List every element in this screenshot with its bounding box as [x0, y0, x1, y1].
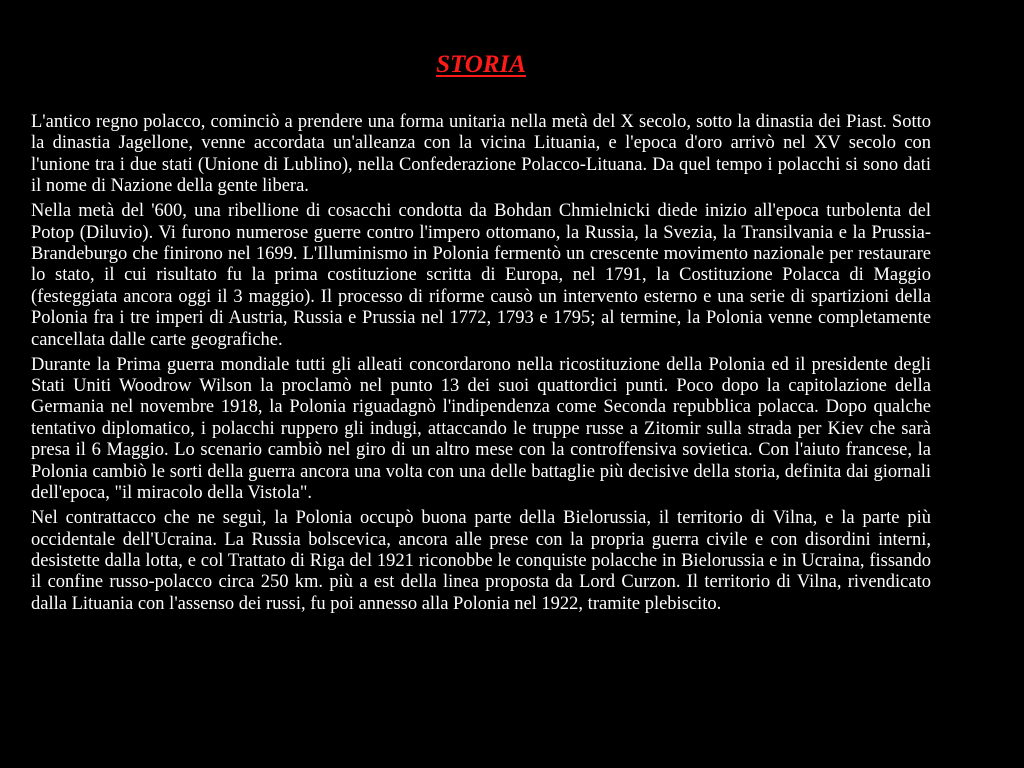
paragraph-prima-guerra-mondiale: Durante la Prima guerra mondiale tutti gli alleati concordarono nella ricostituzione della Polonia ed il presidente degli Stati Uniti Woodrow Wilson la proclamò nel punto 13 dei suoi quattordici punti. Poco dopo la capitolazione della Germania nel novembre 1918, la Polonia riguadagnò l'indipendenza come Seconda repubblica polacca. Dopo qualche tentativo diplomatico, i polacchi ruppero gli indugi, attaccando le truppe russe a Zitomir sulla strada per Kiev che sarà presa il 6 Maggio. Lo scenario cambiò nel giro di un altro mese con la controffensiva sovietica. Con l'aiuto francese, la Polonia cambiò le sorti della guerra ancora una volta con una delle battaglie più decisive della storia, definita dai giornali dell'epoca, "il miracolo della Vistola".: [31, 354, 931, 504]
slide-title: STORIA: [436, 51, 526, 78]
paragraph-piast-jagellone: L'antico regno polacco, cominciò a prendere una forma unitaria nella metà del X secolo, sotto la dinastia dei Piast. Sotto la dinastia Jagellone, venne accordata un'alleanza con la vicina Lituania, e l'epoca d'oro arrivò nel XV secolo con l'unione tra i due stati (Unione di Lublino), nella Confederazione Polacco-Lituana. Da quel tempo i polacchi si sono dati il nome di Nazione della gente libera.: [31, 112, 931, 197]
slide-body: [31, 112, 931, 619]
paragraph-trattato-riga: Nel contrattacco che ne seguì, la Polonia occupò buona parte della Bielorussia, il territorio di Vilna, e la parte più occidentale dell'Ucraina. La Russia bolscevica, ancora alle prese con la propria guerra civile e con disordini interni, desistette dalla lotta, e col Trattato di Riga del 1921 riconobbe le conquiste polacche in Bielorussia e in Ucraina, fissando il confine russo-polacco circa 250 km. più a est della linea proposta da Lord Curzon. Il territorio di Vilna, rivendicato dalla Lituania con l'assenso dei russi, fu poi annesso alla Polonia nel 1922, tramite plebiscito.: [31, 508, 931, 614]
paragraph-potop-spartizioni: Nella metà del '600, una ribellione di cosacchi condotta da Bohdan Chmielnicki diede inizio all'epoca turbolenta del Potop (Diluvio). Vi furono numerose guerre contro l'impero ottomano, la Russia, la Svezia, la Transilvania e la Prussia-Brandeburgo che finirono nel 1699. L'Illuminismo in Polonia fermentò un crescente movimento nazionale per restaurare lo stato, il cui risultato fu la prima costituzione scritta di Europa, nel 1791, la Costituzione Polacca di Maggio (festeggiata ancora oggi il 3 maggio). Il processo di riforme causò un intervento esterno e una serie di spartizioni della Polonia fra i tre imperi di Austria, Russia e Prussia nel 1772, 1793 e 1795; al termine, la Polonia venne completamente cancellata dalle carte geografiche.: [31, 201, 931, 350]
